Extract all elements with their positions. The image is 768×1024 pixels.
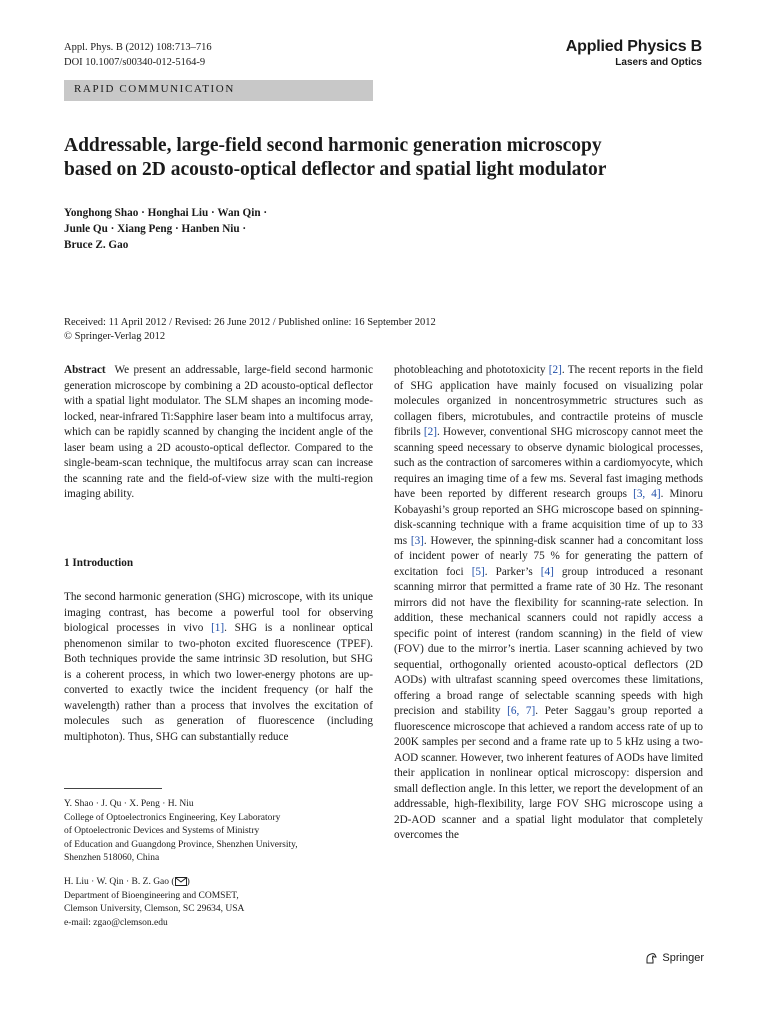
citation-link[interactable]: [1] [211, 622, 225, 634]
body-text: . Minoru Kobayashi’s group reported an SHG microscope based on spinning-disk-scanning technique with a frame acquisition time of up to 33 ms [394, 488, 704, 547]
affiliation-block-2: H. Liu · W. Qin · B. Z. Gao ( ) Department of Bioengineering and COMSET, Clemson University, Clemson, SC 29634, USA e-mail: zgao@clemson.edu [64, 876, 373, 930]
body-text: . Parker’s [484, 565, 541, 578]
authors-line-3: Bruce Z. Gao [64, 239, 129, 251]
body-text: group introduced a resonant scanning mirror that permitted a frame rate of 30 Hz. The resonant mirrors did not have the flexibility for scanning-rate selection. In addition, these mechanical scanners could not rapidly access a specific point of interest (random scanning) in the field of view (FOV) due to the mirror’s inertia. Laser scanning achieved by two sequential, orthogonally oriented acousto-optical deflectors (2D AODs) with ultrafast scanning speed overcomes these limitations, offering a broad range of selectable scanning speeds with high precision and stability [394, 565, 704, 717]
article-title [64, 134, 704, 182]
citation-link[interactable]: [2] [548, 364, 562, 376]
journal-name: Applied Physics B [565, 38, 702, 55]
body-text: . The recent reports in the field of SHG application have mainly focused on visualizing polar molecules organized in noncentrosymmetric structures such as collagen fibers, microtubules, and contractile proteins of muscle fibrils [394, 364, 703, 438]
affiliation-1-names: Y. Shao · J. Qu · X. Peng · H. Niu [64, 799, 194, 809]
citation-link[interactable]: [3] [410, 534, 424, 547]
abstract [64, 363, 373, 503]
body-text: . However, the spinning-disk scanner had a concomitant loss of incident power of nearly 75 % for generating the pattern of excitation foci [394, 534, 703, 578]
article-type-label: RAPID COMMUNICATION [74, 83, 235, 95]
affiliation-2-line-2: Clemson University, Clemson, SC 29634, USA [64, 904, 245, 914]
affiliation-2-line-1: Department of Bioengineering and COMSET, [64, 890, 239, 901]
intro-text-part-2: . SHG is a nonlinear optical phenomenon similar to two-photon excited fluorescence (TPEF). Both techniques provide the same intrinsic 3D resolution, but SHG is a coherent process, in which two lower-energy photons are up-converted to exactly twice the incident frequency (or half the wavelength) rather than a process that involves the excitation of molecules such as generation of fluorescence (including multiphoton). Thus, SHG can substantially reduce [64, 622, 374, 743]
introduction-paragraph [64, 590, 373, 745]
citation-link[interactable]: [5] [471, 565, 485, 578]
history-dates: Received: 11 April 2012 / Revised: 26 June 2012 / Published online: 16 September 2012 [64, 317, 436, 328]
copyright: © Springer-Verlag 2012 [64, 331, 166, 342]
intro-text-part-1: The second harmonic generation (SHG) microscope, with its unique imaging contrast, has become a powerful tool for observing biological processes in vivo [64, 591, 373, 634]
title-line-1: Addressable, large-field second harmonic generation microscopy [64, 135, 602, 156]
citation-link[interactable]: [3, 4] [633, 488, 661, 500]
affiliation-2-names: H. Liu · W. Qin · B. Z. Gao [64, 877, 170, 887]
body-text: . However, conventional SHG microscopy cannot meet the scanning speed necessary to observe dynamic biological processes, such as the contraction of sarcomeres within a cardiomyocyte, which requires an imaging time of a few ms. Several fast imaging methods have been reported by different research groups [394, 426, 703, 500]
citation-link[interactable]: [6, 7] [507, 705, 536, 717]
citation-link[interactable]: [4] [540, 565, 554, 578]
affiliation-1-line-4: Shenzhen 518060, China [64, 853, 160, 863]
section-heading-introduction: 1 Introduction [64, 557, 134, 569]
affiliation-1-line-1: College of Optoelectronics Engineering, Key Laboratory [64, 812, 281, 823]
publisher-mark [644, 951, 704, 965]
footnote-rule [64, 788, 162, 789]
title-line-2: based on 2D acousto-optical deflector and spatial light modulator [64, 159, 607, 180]
right-column-body [394, 363, 703, 844]
springer-horse-icon [644, 951, 658, 965]
article-history [64, 316, 436, 344]
authors-line-1: Yonghong Shao · Honghai Liu · Wan Qin · [64, 207, 268, 219]
body-text: . Peter Saggau’s group reported a fluorescence microscope that achieved a random access rate of up to 200K samples per second and a frame rate up to 5 kHz using a two-AOD scanner. However, two inherent features of AODs have limited their application in nonlinear optical microscopy: dispersion and small deflection angle. In this letter, we report the development of an addressable, high-flexibility, large FOV SHG microscope using a 2D-AOD scanner and a spatial light modulator that completely overcomes the [394, 705, 703, 841]
journal-subtitle: Lasers and Optics [615, 57, 702, 68]
body-text: photobleaching and phototoxicity [394, 364, 549, 376]
envelope-icon [175, 877, 187, 886]
publisher-name: Springer [662, 952, 704, 964]
abstract-text: We present an addressable, large-field second harmonic generation microscope by combining a 2D acousto-optical deflector with a spatial light modulator. The SLM shapes an incoming mode-locked, near-infrared Ti:Sapphire laser beam into a multifocus array, which can be rapidly scanned by changing the incident angle of the laser beam using a 2D acousto-optical deflector. Compared to the single-beam-scan technique, the multifocus array scan can increase the scanning rate and the field-of-view size with the multi-region imaging ability. [64, 364, 373, 500]
author-list [64, 205, 364, 253]
article-type-banner [64, 80, 373, 101]
journal-citation-block [64, 40, 212, 70]
affiliation-1-line-3: of Education and Guangdong Province, Shenzhen University, [64, 839, 298, 850]
journal-citation: Appl. Phys. B (2012) 108:713–716 [64, 42, 212, 53]
journal-masthead [566, 38, 702, 70]
affiliation-block-1 [64, 798, 373, 866]
doi: DOI 10.1007/s00340-012-5164-9 [64, 57, 206, 68]
corresponding-email[interactable]: e-mail: zgao@clemson.edu [64, 917, 168, 928]
abstract-label: Abstract [64, 364, 106, 376]
affiliation-1-line-2: of Optoelectronic Devices and Systems of Ministry [64, 826, 260, 836]
citation-link[interactable]: [2] [423, 426, 437, 438]
authors-line-2: Junle Qu · Xiang Peng · Hanben Niu · [64, 223, 247, 235]
